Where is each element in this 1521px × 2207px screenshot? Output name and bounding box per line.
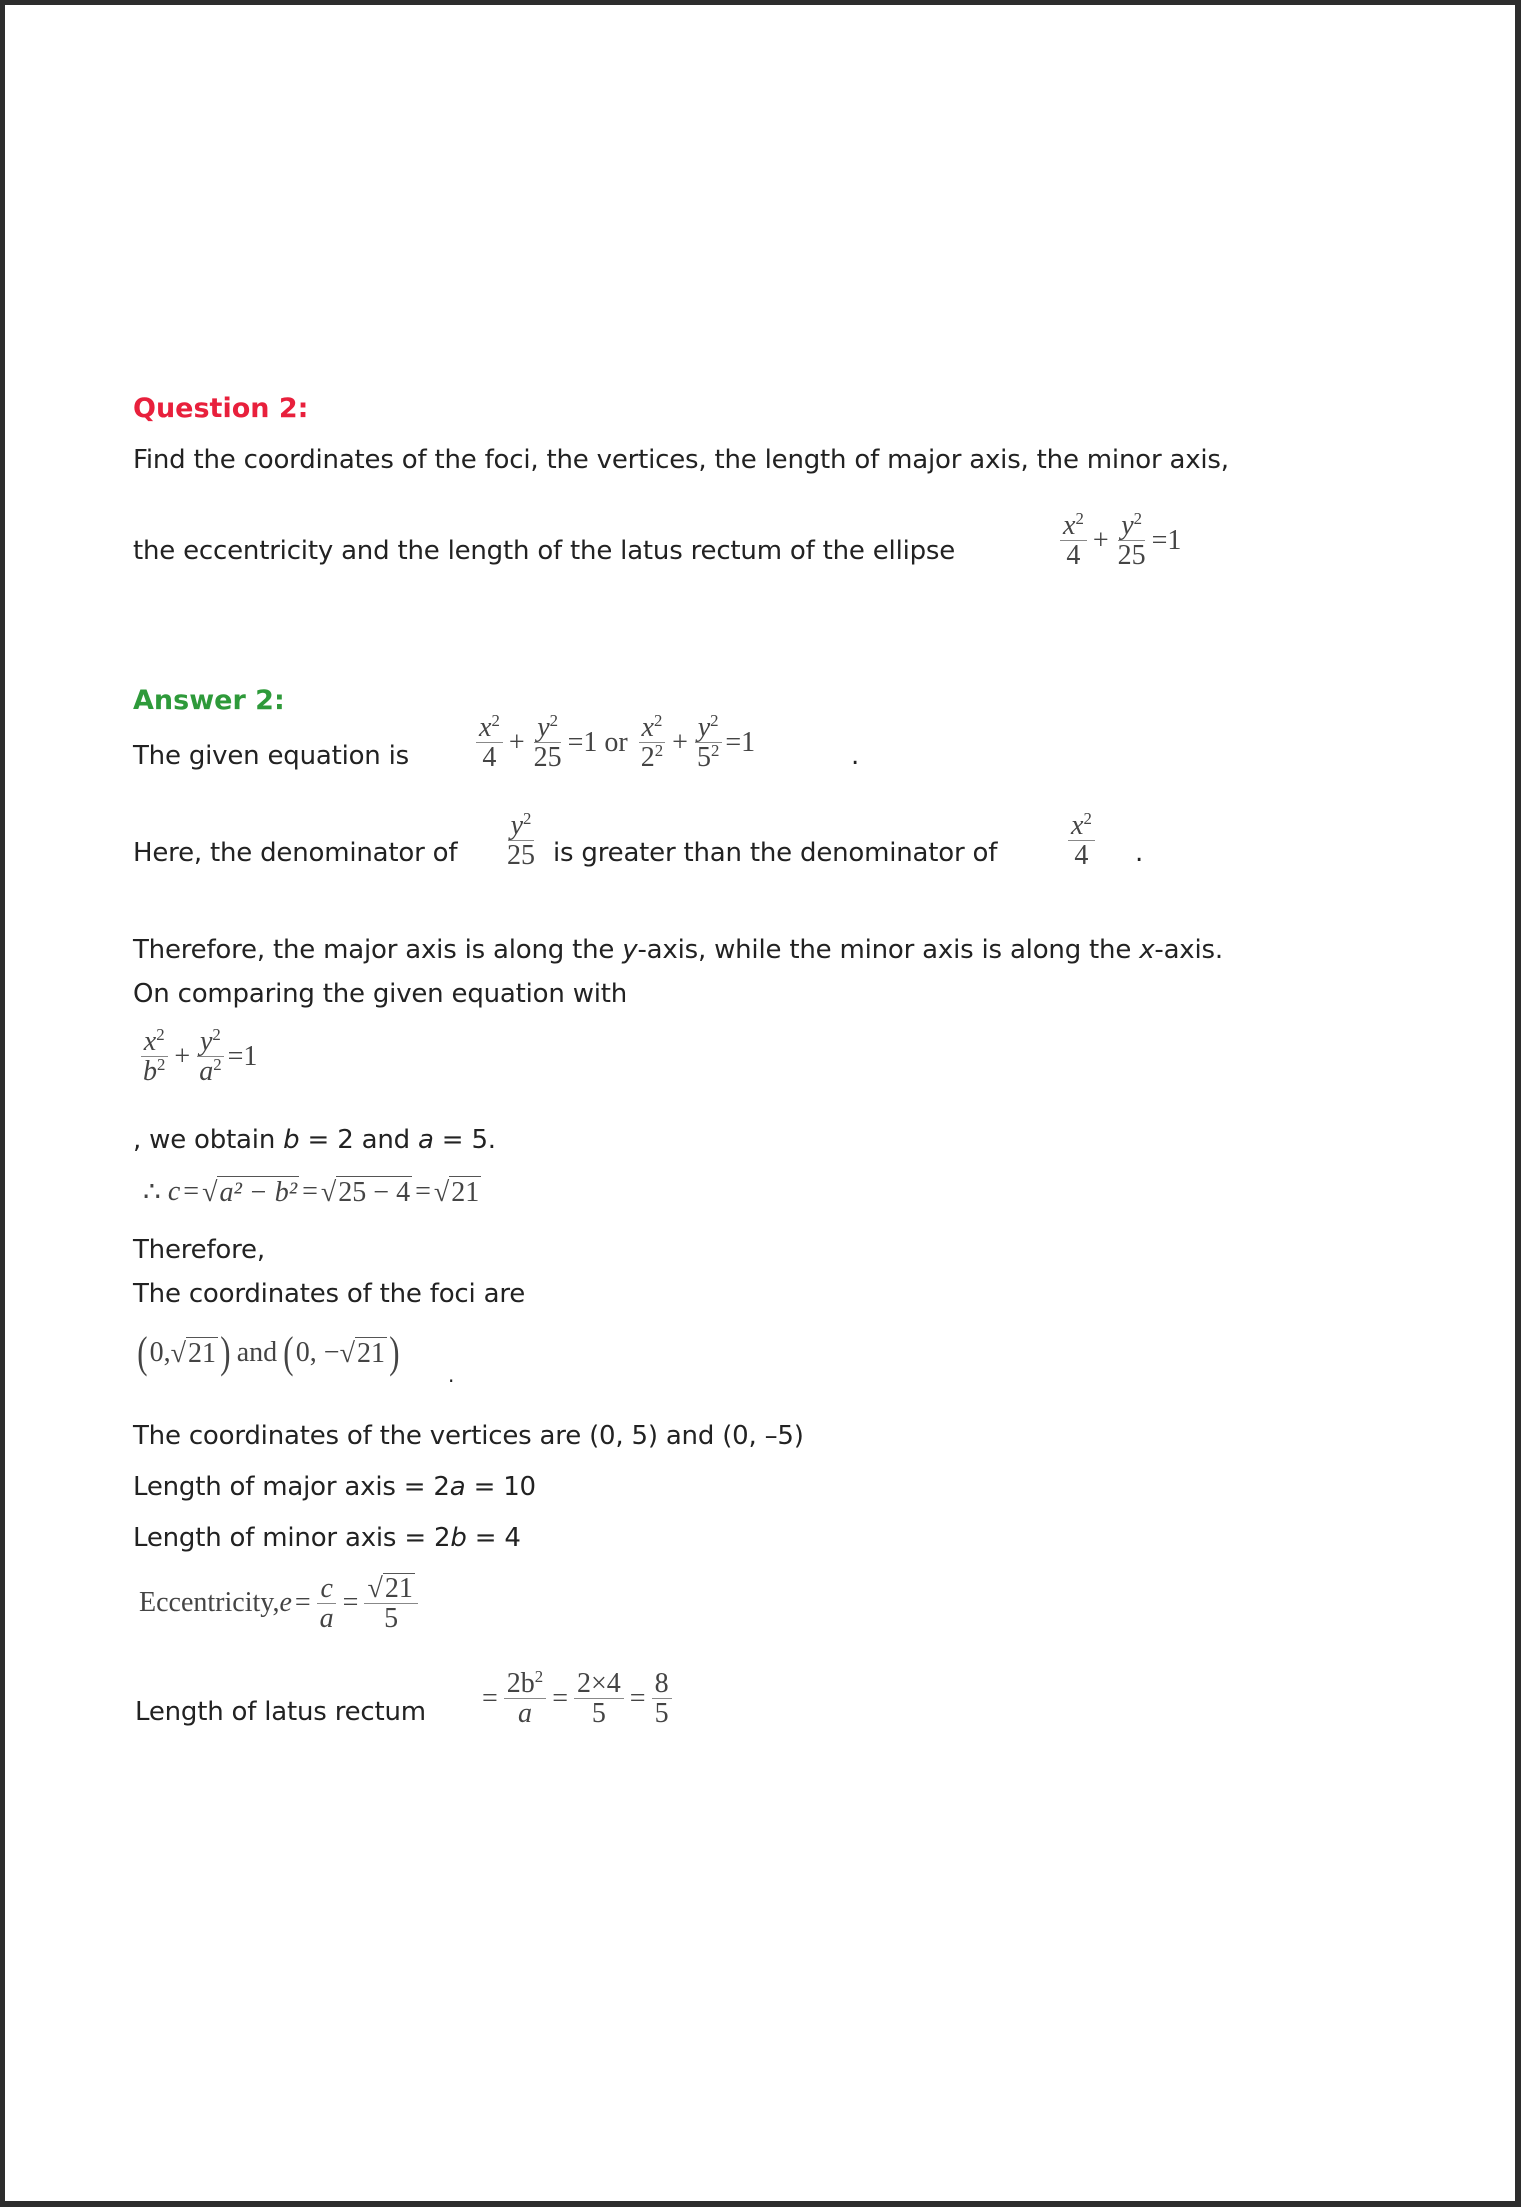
minor-axis-text: Length of minor axis = 2b = 4 [133, 1523, 521, 1553]
question-equation: $\frac{x^2}{4}$ + $\frac{y^2}{25}$ =1 [1057, 511, 1181, 571]
question-line-1: Find the coordinates of the foci, the vertices, the length of major axis, the minor axis, [133, 445, 1229, 475]
period: . [1135, 838, 1144, 868]
therefore-axis-line: Therefore, the major axis is along the y-axis, while the minor axis is along the x-axis. [133, 935, 1223, 965]
comparing-text: On comparing the given equation with [133, 979, 628, 1009]
here-text-mid: is greater than the denominator of [553, 838, 998, 868]
question-line-2: the eccentricity and the length of the latus rectum of the ellipse [133, 536, 956, 566]
fraction-x2-4: $\frac{x^2}{4}$ [1065, 811, 1098, 871]
given-equation-text: The given equation is [133, 741, 410, 771]
major-axis-text: Length of major axis = 2a = 10 [133, 1472, 536, 1502]
period: . [851, 741, 860, 771]
here-text-prefix: Here, the denominator of [133, 838, 458, 868]
latus-label: Length of latus rectum [135, 1697, 426, 1727]
foci-label: The coordinates of the foci are [133, 1279, 526, 1309]
fraction-y2-25: $\frac{y^2}{25}$ [507, 808, 535, 872]
c-equation: ∴ c = √ a² − b² = √ 25 − 4 = √ 21 [143, 1176, 480, 1208]
period: . [448, 1363, 455, 1387]
latus-equation: = $\frac{2b^2}{a}$ = $\frac{2\times 4}{5}$ = $\frac{8}{5}$ [479, 1669, 675, 1729]
vertices-text: The coordinates of the vertices are (0, 5) and (0, –5) [133, 1421, 804, 1451]
foci-coordinates: ( 0, √ 21 ) and ( 0, − √ 21 ) [137, 1328, 400, 1377]
document-page [5, 5, 1515, 2201]
obtain-text: , we obtain b = 2 and a = 5. [133, 1125, 496, 1155]
answer-title: Answer 2: [133, 685, 285, 716]
standard-equation: $\frac{x^2}{b^2}$ + $\frac{y^2}{a^2}$ =1 [137, 1027, 257, 1087]
therefore-2: Therefore, [133, 1235, 265, 1265]
eccentricity-equation: Eccentricity, e = $\frac{c}{a}$ = √ 21 5 [139, 1573, 421, 1634]
given-equation-math: $\frac{x^2}{4}$ + $\frac{y^2}{25}$ =1 or $\frac{x^2}{2^2}$ + $\frac{y^2}{5^2}$ =1 [473, 713, 755, 773]
question-title: Question 2: [133, 393, 309, 424]
